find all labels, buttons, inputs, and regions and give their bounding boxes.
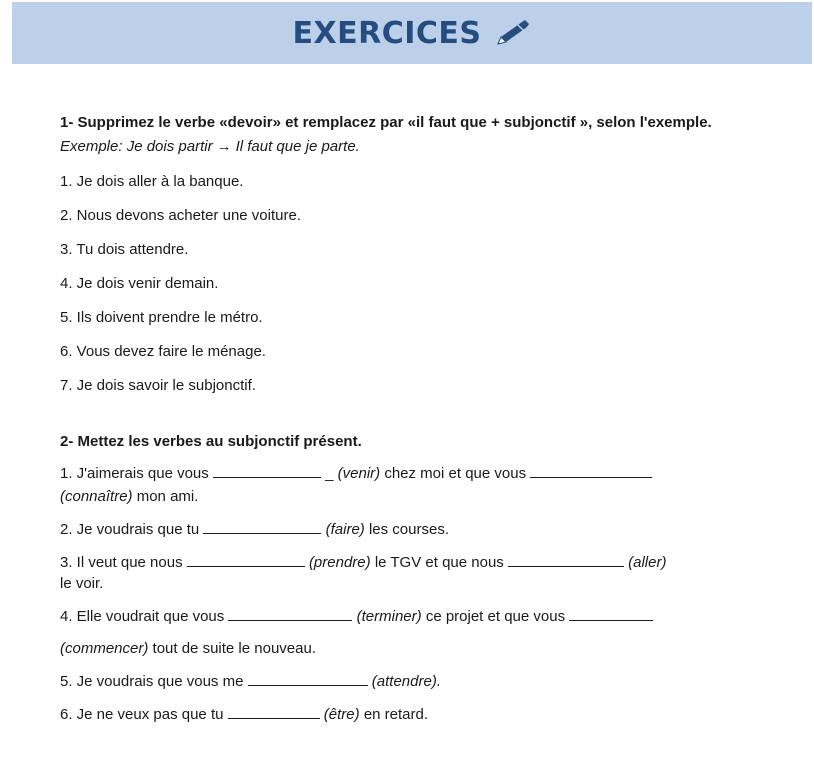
item-text: en retard.	[363, 706, 429, 723]
list-item: 4. Je dois venir demain.	[60, 275, 219, 292]
page-title: EXERCICES	[292, 15, 482, 51]
continuation-line: le voir.	[60, 575, 104, 592]
list-item: 3. Tu dois attendre.	[60, 241, 189, 258]
exercise-2-item-6	[60, 705, 760, 724]
item-text: 3. Il veut que nous	[60, 554, 183, 571]
continuation-line	[60, 639, 760, 658]
list-item: 1. Je dois aller à la banque.	[60, 173, 244, 190]
verb-hint: (terminer)	[356, 608, 422, 625]
item-text: mon ami.	[136, 488, 199, 505]
exercise-2-item-3	[60, 553, 760, 593]
header-banner	[12, 2, 812, 64]
item-text: 5. Je voudrais que vous me	[60, 673, 244, 690]
example-left: Exemple: Je dois partir	[60, 138, 213, 155]
list-item: 7. Je dois savoir le subjonctif.	[60, 377, 256, 394]
answer-blank[interactable]	[248, 673, 368, 686]
verb-hint: (attendre).	[371, 673, 441, 690]
item-text: ce projet et que vous	[425, 608, 566, 625]
list-item: 6. Vous devez faire le ménage.	[60, 343, 266, 360]
item-text: tout de suite le nouveau.	[152, 640, 316, 657]
item-text: _	[325, 465, 334, 482]
continuation-line	[60, 487, 760, 506]
answer-blank[interactable]	[228, 608, 352, 621]
item-text: les courses.	[368, 521, 449, 538]
list-item: 2. Nous devons acheter une voiture.	[60, 207, 301, 224]
verb-hint: (connaître)	[60, 488, 133, 505]
item-text: chez moi et que vous	[384, 465, 527, 482]
verb-hint: (faire)	[325, 521, 365, 538]
item-text: 6. Je ne veux pas que tu	[60, 706, 224, 723]
verb-hint: (prendre)	[308, 554, 371, 571]
answer-blank[interactable]	[508, 554, 624, 567]
content	[60, 112, 760, 724]
exercise-2-item-1	[60, 464, 760, 506]
list-item: 5. Ils doivent prendre le métro.	[60, 309, 263, 326]
item-text: 1. J'aimerais que vous	[60, 465, 209, 482]
exercise-1-list	[60, 172, 760, 395]
exercise-2-item-4	[60, 607, 760, 658]
exercise-1-instruction: 1- Supprimez le verbe «devoir» et remplacez par «il faut que + subjonctif », selon l'exemple.	[60, 114, 712, 131]
example-line	[60, 137, 760, 156]
verb-hint: (aller)	[628, 554, 667, 571]
verb-hint: (être)	[323, 706, 360, 723]
item-text: 2. Je voudrais que tu	[60, 521, 200, 538]
verb-hint: (commencer)	[60, 640, 149, 657]
arrow-right-icon: →	[216, 138, 232, 155]
example-right: Il faut que je parte.	[235, 138, 360, 155]
item-text: le TGV et que nous	[374, 554, 504, 571]
answer-blank[interactable]	[187, 554, 305, 567]
exercise-2-instruction: 2- Mettez les verbes au subjonctif présent.	[60, 433, 362, 450]
item-text: 4. Elle voudrait que vous	[60, 608, 225, 625]
exercise-2-item-5	[60, 672, 760, 691]
answer-blank[interactable]	[530, 465, 652, 478]
answer-blank[interactable]	[203, 521, 321, 534]
answer-blank[interactable]	[228, 706, 320, 719]
verb-hint: (venir)	[337, 465, 381, 482]
answer-blank[interactable]	[213, 465, 321, 478]
pencil-icon	[492, 18, 532, 48]
exercise-2-item-2	[60, 520, 760, 539]
answer-blank[interactable]	[569, 608, 653, 621]
